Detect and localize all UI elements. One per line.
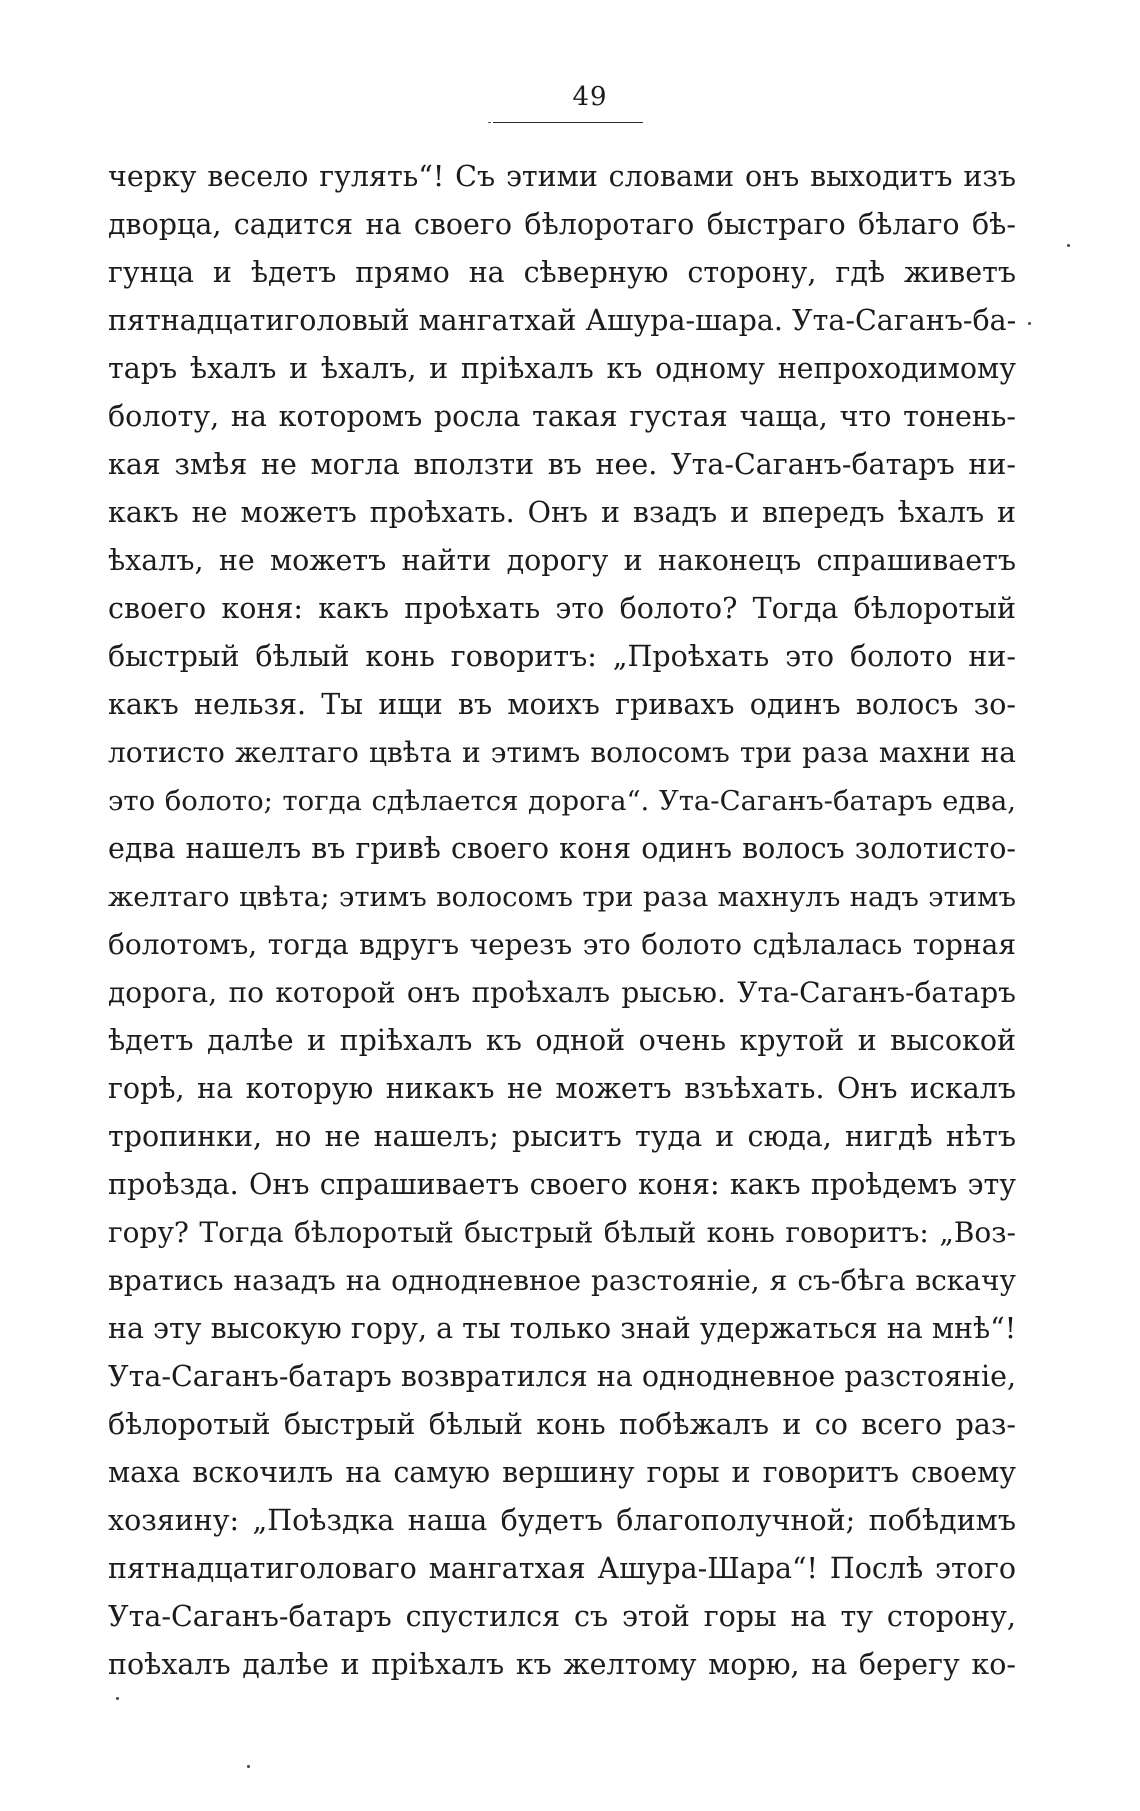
text-line: пятнадцатиголовый мангатхай Ашура-шара. Ута-Саганъ-ба-: [108, 304, 1016, 337]
text-line: ѣдетъ далѣе и пріѣхалъ къ одной очень крутой и высокой: [108, 1024, 1016, 1057]
text-line: проѣзда. Онъ спрашиваетъ своего коня: какъ проѣдемъ эту: [108, 1168, 1016, 1201]
text-line: вратись назадъ на однодневное разстояніе, я съ-бѣга вскачу: [108, 1264, 1016, 1297]
text-line: дорога, по которой онъ проѣхалъ рысью. Ута-Саганъ-батаръ: [108, 976, 1016, 1009]
text-line: хозяину: „Поѣздка наша будетъ благополучной; побѣдимъ: [108, 1504, 1016, 1537]
text-line: какъ не можетъ проѣхать. Онъ и взадъ и впередъ ѣхалъ и: [108, 496, 1016, 529]
text-line: ѣхалъ, не можетъ найти дорогу и наконецъ спрашиваетъ: [108, 544, 1016, 577]
text-line: таръ ѣхалъ и ѣхалъ, и пріѣхалъ къ одному непроходимому: [108, 352, 1016, 385]
text-line: Ута-Саганъ-батаръ спустился съ этой горы на ту сторону,: [108, 1600, 1016, 1633]
text-line: быстрый бѣлый конь говоритъ: „Проѣхать это болото ни-: [108, 640, 1016, 673]
text-line: бѣлоротый быстрый бѣлый конь побѣжалъ и со всего раз-: [108, 1408, 1016, 1441]
speck: [1067, 244, 1070, 247]
text-line: своего коня: какъ проѣхать это болото? Тогда бѣлоротый: [108, 592, 1016, 625]
text-line: желтаго цвѣта; этимъ волосомъ три раза махнулъ надъ этимъ: [108, 881, 1016, 913]
text-line: кая змѣя не могла вползти въ нее. Ута-Саганъ-батаръ ни-: [108, 448, 1016, 481]
text-line: горѣ, на которую никакъ не можетъ взъѣхать. Онъ искалъ: [108, 1072, 1016, 1105]
speck: [247, 1765, 250, 1768]
body-text: [108, 153, 1016, 1689]
text-line: гору? Тогда бѣлоротый быстрый бѣлый конь говоритъ: „Воз-: [108, 1216, 1016, 1249]
text-line: Ута-Саганъ-батаръ возвратился на однодневное разстояніе,: [108, 1360, 1016, 1393]
text-line: болоту, на которомъ росла такая густая чаща, что тонень-: [108, 400, 1016, 433]
text-line: черку весело гулять“! Съ этими словами онъ выходитъ изъ: [108, 160, 1016, 193]
text-line: это болото; тогда сдѣлается дорога“. Ута-Саганъ-батаръ едва,: [108, 785, 1016, 817]
speck: [1028, 322, 1031, 325]
text-line: лотисто желтаго цвѣта и этимъ волосомъ три раза махни на: [108, 736, 1016, 769]
speck: [116, 1697, 119, 1700]
text-line: маха вскочилъ на самую вершину горы и говоритъ своему: [108, 1456, 1016, 1489]
header-rule: [493, 122, 643, 123]
text-line: тропинки, но не нашелъ; рыситъ туда и сюда, нигдѣ нѣтъ: [108, 1120, 1016, 1153]
text-line: на эту высокую гору, а ты только знай удержаться на мнѣ“!: [108, 1312, 1016, 1345]
text-line: поѣхалъ далѣе и пріѣхалъ къ желтому морю, на берегу ко-: [108, 1648, 1016, 1681]
text-line: болотомъ, тогда вдругъ черезъ это болото сдѣлалась торная: [108, 928, 1016, 961]
text-line: пятнадцатиголоваго мангатхая Ашура-Шара“! Послѣ этого: [108, 1552, 1016, 1585]
text-line: дворца, садится на своего бѣлоротаго быстраго бѣлаго бѣ-: [108, 208, 1016, 241]
text-line: едва нашелъ въ гривѣ своего коня одинъ волосъ золотисто-: [108, 832, 1016, 865]
text-line: гунца и ѣдетъ прямо на сѣверную сторону, гдѣ живетъ: [108, 256, 1016, 289]
page-number: 49: [572, 82, 608, 112]
text-line: какъ нельзя. Ты ищи въ моихъ гривахъ одинъ волосъ зо-: [108, 688, 1016, 721]
